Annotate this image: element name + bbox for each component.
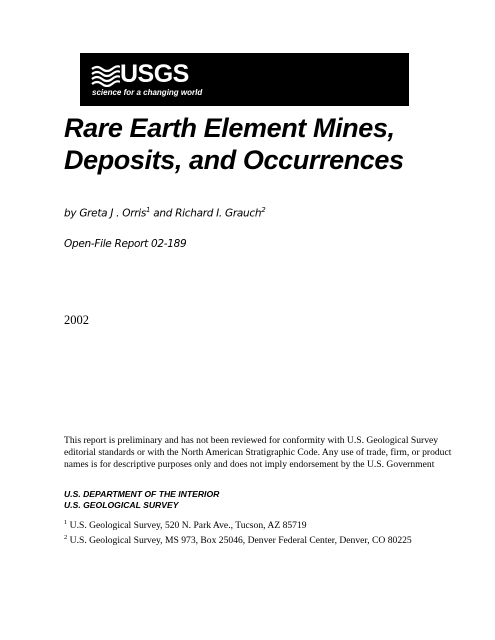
usgs-tagline: science for a changing world	[92, 88, 203, 97]
usgs-logo-banner	[80, 53, 409, 106]
footnote-2	[64, 532, 454, 547]
authors-line	[64, 203, 265, 221]
report-title-line-2: Deposits, and Occurrences	[64, 145, 404, 175]
footnote-1	[64, 517, 454, 532]
disclaimer-text: This report is preliminary and has not been reviewed for conformity with U.S. Geological Survey editorial standards or with the North American Stratigraphic Code. Any use of trade, firm, or product names is for descriptive purposes only and does not imply endorsement by the U.S. Government	[64, 435, 452, 470]
authors-and: and	[153, 207, 173, 220]
author-2-name: Richard I. Grauch	[175, 207, 262, 220]
author-1-name: Greta J . Orris	[79, 207, 147, 220]
footnote-2-marker: 2	[64, 534, 68, 541]
survey-name: U.S. GEOLOGICAL SURVEY	[64, 499, 179, 510]
footnote-2-text: U.S. Geological Survey, MS 973, Box 25046, Denver Federal Center, Denver, CO 80225	[69, 535, 412, 547]
report-title-line-1: Rare Earth Element Mines,	[64, 113, 395, 143]
author-2-footnote-marker: 2	[261, 206, 266, 214]
footnote-1-text: U.S. Geological Survey, 520 N. Park Ave., Tucson, AZ 85719	[69, 520, 307, 532]
usgs-waves-icon	[90, 63, 120, 87]
footnote-1-marker: 1	[64, 519, 68, 526]
report-number: Open-File Report 02-189	[64, 238, 187, 250]
report-title	[64, 112, 484, 176]
department-block	[64, 489, 219, 510]
usgs-logo-text: USGS	[120, 60, 189, 88]
author-1-footnote-marker: 1	[146, 206, 151, 214]
publication-year: 2002	[64, 313, 89, 327]
authors-by: by	[64, 207, 77, 220]
department-name: U.S. DEPARTMENT OF THE INTERIOR	[64, 489, 220, 499]
